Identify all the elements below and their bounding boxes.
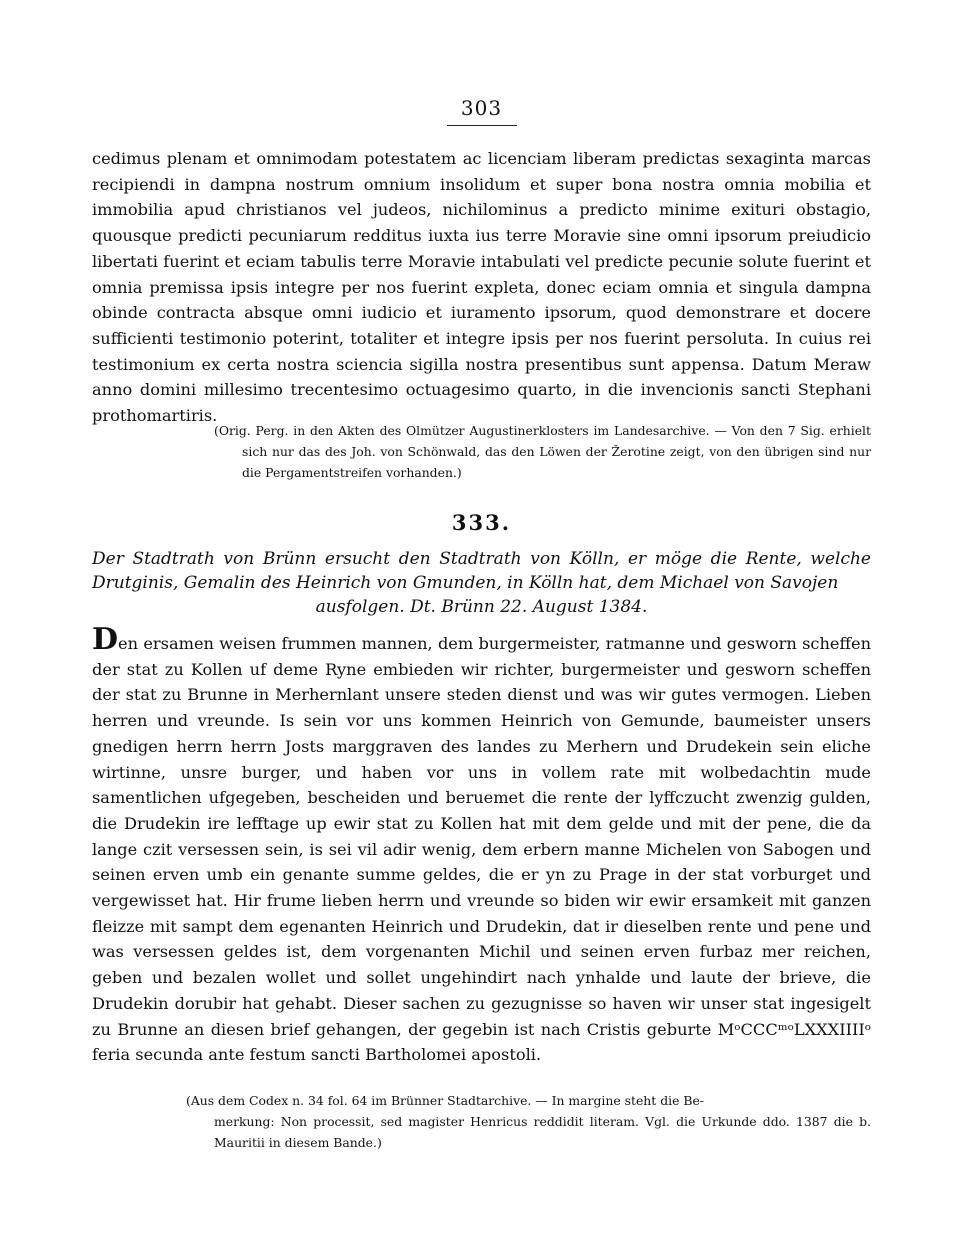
german-closing: feria secunda ante festum sancti Bartholomei apostoli. [92,1045,542,1065]
document-number: 333. [451,510,512,535]
drop-initial: D [92,622,119,657]
german-letter-text [92,622,872,1068]
german-date: MᵒCCCᵐᵒLXXXIIIIᵒ [717,1019,872,1039]
regest-main: Der Stadtrath von Brünn ersucht den Stadtrath von Kölln, er möge die Rente, welche Drutginis, Gemalin des Heinrich von Gmunden, in Kölln hat, dem Michael von Savojen [92,549,871,593]
regest-date: ausfolgen. Dt. Brünn 22. August 1384. [315,597,648,617]
source-note-2 [186,1090,871,1153]
source-note-1: (Orig. Perg. in den Akten des Olmützer Augustinerklosters im Landesarchive. — Von den 7 Sig. erhielt sich nur das des Joh. von Schönwald, das den Löwen der Žerotine zeigt, von den übrigen sind nur die Pergamentstreifen vorhanden.) [214,423,871,480]
latin-paragraph: cedimus plenam et omnimodam potestatem ac licenciam liberam predictas sexaginta marcas recipiendi in dampna nostrum omnium insolidum et super bona nostra omnia mobilia et immobilia apud christianos vel judeos, nichilominus a predicto minime exituri obstagio, quousque predicti pecuniarum redditus iuxta ius terre Moravie sine omni ipsorum preiudicio libertati fuerint et eciam tabulis terre Moravie intabulati vel predicte pecunie solute fuerint et omnia premissa ipsis integre per nos fuerint expleta, donec eciam omnia et singula dampna obinde contracta absque omni iudicio et iuramento ipsorum, quod demonstrare et docere sufficienti testimonio poterint, totaliter et integre ipsis per nos fuerint persoluta. In cuius rei testimonium ex certa nostra sciencia sigilla nostra presentibus sunt appensa. Datum Meraw anno domini millesimo trecentesimo octuagesimo quarto, in die invencionis sancti Stephani prothomartiris. [92,149,871,426]
latin-charter-text [92,146,871,429]
page-number: 303 [460,96,503,120]
source-note-2-rest: merkung: Non processit, sed magister Henricus reddidit literam. Vgl. die Urkunde ddo. 1387 die b. Mauritii in diesem Bande.) [214,1114,871,1150]
header-rule [447,125,517,126]
source-note-2-first-line: (Aus dem Codex n. 34 fol. 64 im Brünner Stadtarchive. — In margine steht die Be- [186,1093,704,1108]
german-body: en ersamen weisen frummen mannen, dem burgermeister, ratmanne und gesworn scheffen der stat zu Kollen uf deme Ryne embieden wir richter, burgermeister und gesworn scheffen der stat zu Brunne in Merhernlant unsere steden dienst und was wir gutes vermogen. Lieben herren und vreunde. Is sein vor uns kommen Heinrich von Gemunde, baumeister unsers gnedigen herrn herrn Josts marggraven des landes zu Merhern und Drudekein sein eliche wirtinne, unsre burger, und haben vor uns in vollem rate mit wolbedachtin mude samentlichen ufgegeben, bescheiden und beruemet die rente der lyffczucht zwenzig gulden, die Drudekin ire lefftage up ewir stat zu Kollen hat mit dem gelde und mit der pene, die da lange czit versessen sein, is sei vil adir wenig, dem erbern manne Michelen von Sabogen und seinen erven umb ein genante summe geldes, die er yn zu Prage in der stat vorburget und vergewisset hat. Hir frume lieben herrn und vreunde so biden wir ewir ersamkeit mit ganzen fleizze mit sampt dem egenanten Heinrich und Drudekin, dat ir dieselben rente und pene und was versessen geldes ist, dem vorgenanten Michil und seinen erven furbaz mer reichen, geben und bezalen wollet und sollet ungehindirt nach ynhalde und laute der brieve, die Drudekin dorubir hat gehabt. Dieser sachen zu gezugnisse so haven wir unser stat ingesigelt zu Brunne an diesen brief gehangen, der gegebin ist nach Cristis geburte [92,634,871,1039]
regest-heading [92,547,871,619]
german-paragraph [92,622,872,1068]
